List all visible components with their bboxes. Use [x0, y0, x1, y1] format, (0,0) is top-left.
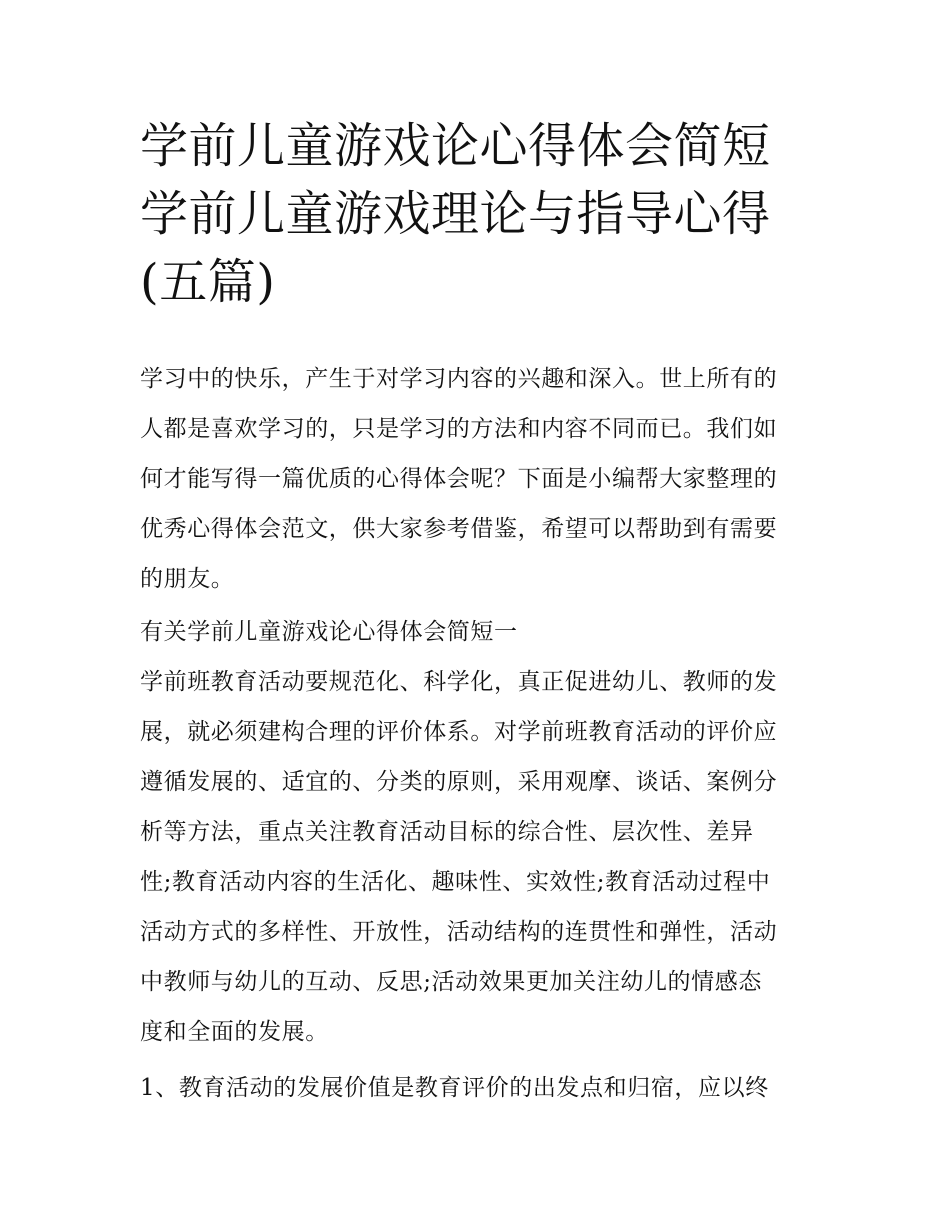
document-title: [140, 112, 820, 316]
paragraph-line: 析等方法，重点关注教育活动目标的综合性、层次性、差异: [140, 819, 754, 845]
title-line-1: 学前儿童游戏论心得体会简短: [140, 118, 771, 174]
intro-paragraph: [140, 354, 820, 604]
paragraph-line: 中教师与幼儿的互动、反思;活动效果更加关注幼儿的情感态: [140, 969, 762, 995]
paragraph-line: 活动方式的多样性、开放性，活动结构的连贯性和弹性，活动: [140, 919, 778, 945]
list-item: [140, 1063, 820, 1113]
list-item-text: 1、教育活动的发展价值是教育评价的出发点和归宿，应以终: [140, 1075, 769, 1101]
title-line-2: 学前儿童游戏理论与指导心得: [140, 186, 771, 242]
section-heading-text: 有关学前儿童游戏论心得体会简短一: [140, 619, 518, 645]
intro-line: 优秀心得体会范文，供大家参考借鉴，希望可以帮助到有需要: [140, 516, 778, 542]
body-paragraph: [140, 657, 820, 1057]
paragraph-line: 度和全面的发展。: [140, 1019, 329, 1045]
intro-line: 何才能写得一篇优质的心得体会呢？下面是小编帮大家整理的: [140, 466, 778, 492]
intro-line: 的朋友。: [140, 566, 235, 592]
intro-line: 人都是喜欢学习的，只是学习的方法和内容不同而已。我们如: [140, 416, 778, 442]
section-heading: [140, 607, 820, 657]
intro-line: 学习中的快乐，产生于对学习内容的兴趣和深入。世上所有的: [140, 366, 778, 392]
paragraph-line: 学前班教育活动要规范化、科学化，真正促进幼儿、教师的发: [140, 669, 778, 695]
paragraph-line: 性;教育活动内容的生活化、趣味性、实效性;教育活动过程中: [140, 869, 771, 895]
paragraph-line: 展，就必须建构合理的评价体系。对学前班教育活动的评价应: [140, 719, 778, 745]
title-line-3: (五篇): [140, 254, 276, 310]
paragraph-line: 遵循发展的、适宜的、分类的原则，采用观摩、谈话、案例分: [140, 769, 778, 795]
